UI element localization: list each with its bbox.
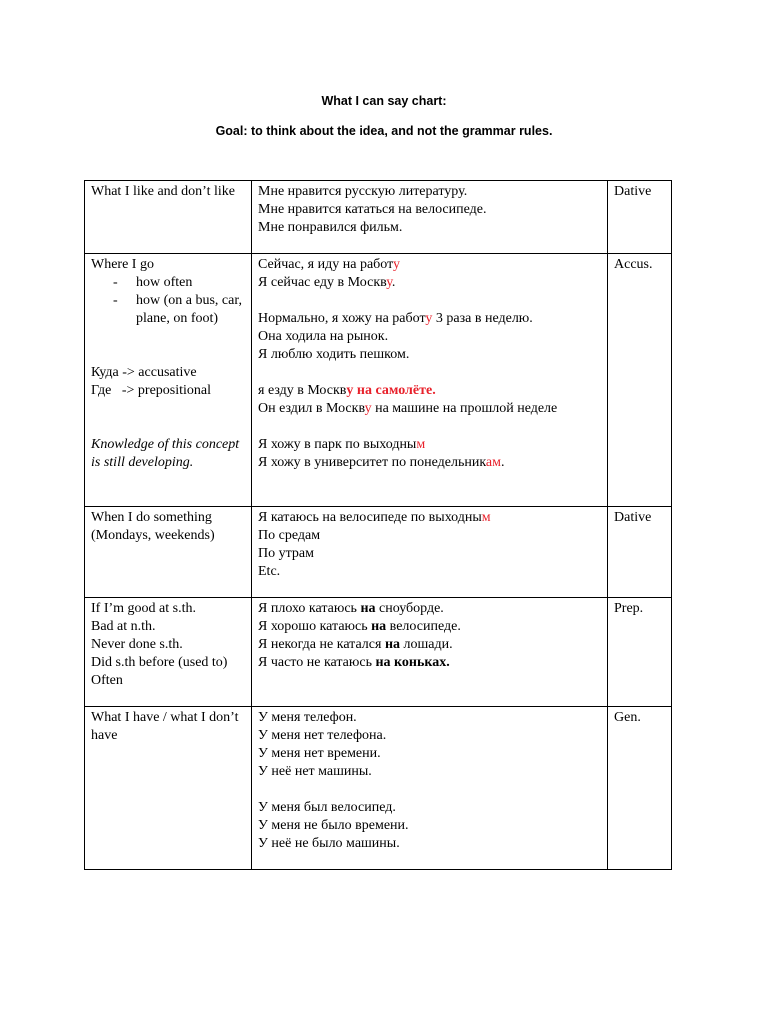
example-line: У меня нет времени. xyxy=(258,746,381,761)
example-line: Я часто не катаюсь на коньках. xyxy=(258,655,450,670)
rule-text: Куда -> accusative xyxy=(91,365,197,380)
table-row-when xyxy=(85,507,672,598)
example-line: Я хорошо катаюсь на велосипеде. xyxy=(258,619,461,634)
topic-text: What I like and don’t like xyxy=(91,184,235,199)
table-row-likes xyxy=(85,181,672,254)
topic-text: Where I go xyxy=(91,257,154,272)
topic-text: What I have / what I don’t have xyxy=(91,710,239,743)
topic-text: If I’m good at s.th. xyxy=(91,601,196,616)
example-line: Я некогда не катался на лошади. xyxy=(258,637,453,652)
case-label: Gen. xyxy=(614,710,641,725)
example-line: Я сейчас еду в Москву. xyxy=(258,275,396,290)
topic-cell xyxy=(85,707,252,870)
say-chart-table xyxy=(84,180,672,870)
example-line: У неё нет машины. xyxy=(258,764,372,779)
case-cell xyxy=(608,181,672,254)
case-cell xyxy=(608,598,672,707)
document-title: What I can say chart: xyxy=(321,94,447,108)
example-line: Мне понравился фильм. xyxy=(258,220,403,235)
example-line: Я люблю ходить пешком. xyxy=(258,347,410,362)
topic-text: Bad at n.th. xyxy=(91,619,156,634)
examples-cell xyxy=(252,507,608,598)
example-line: У меня не было времени. xyxy=(258,818,409,833)
example-line: Я хожу в университет по понедельникам. xyxy=(258,455,505,470)
example-line: У меня нет телефона. xyxy=(258,728,387,743)
example-line: Я катаюсь на велосипеде по выходным xyxy=(258,510,491,525)
case-label: Prep. xyxy=(614,601,644,616)
table-row-where-i-go xyxy=(85,254,672,507)
example-line: Она ходила на рынок. xyxy=(258,329,389,344)
example-line: По утрам xyxy=(258,546,314,561)
example-line: У неё не было машины. xyxy=(258,836,400,851)
table-row-skill xyxy=(85,598,672,707)
rule-text: Где -> prepositional xyxy=(91,383,212,398)
case-cell xyxy=(608,254,672,507)
topic-text: When I do something xyxy=(91,510,212,525)
topic-sublist xyxy=(91,274,246,328)
case-label: Dative xyxy=(614,184,652,199)
examples-cell xyxy=(252,181,608,254)
example-line: Он ездил в Москву на машине на прошлой неделе xyxy=(258,401,558,416)
topic-text: Often xyxy=(91,673,123,688)
topic-cell xyxy=(85,254,252,507)
table-row-have xyxy=(85,707,672,870)
case-label: Dative xyxy=(614,510,652,525)
case-cell xyxy=(608,707,672,870)
example-line: Нормально, я хожу на работу 3 раза в неделю. xyxy=(258,311,533,326)
examples-cell xyxy=(252,254,608,507)
example-line: У меня телефон. xyxy=(258,710,357,725)
example-line: Etc. xyxy=(258,564,281,579)
example-line: Сейчас, я иду на работу xyxy=(258,257,401,272)
list-item: - how (on a bus, car, plane, on foot) xyxy=(113,293,242,326)
topic-cell xyxy=(85,507,252,598)
example-line: Мне нравится кататься на велосипеде. xyxy=(258,202,487,217)
example-line: У меня был велосипед. xyxy=(258,800,396,815)
topic-cell xyxy=(85,598,252,707)
examples-cell xyxy=(252,707,608,870)
topic-text: Did s.th before (used to) xyxy=(91,655,228,670)
case-label: Accus. xyxy=(614,257,653,272)
topic-text: Never done s.th. xyxy=(91,637,183,652)
list-item: - how often xyxy=(113,275,193,290)
note-text: Knowledge of this concept is still developing. xyxy=(91,437,240,470)
example-line: Я плохо катаюсь на сноуборде. xyxy=(258,601,444,616)
example-line: Я хожу в парк по выходным xyxy=(258,437,426,452)
document-goal: Goal: to think about the idea, and not the grammar rules. xyxy=(215,124,553,138)
example-line: я езду в Москву на самолёте. xyxy=(258,383,436,398)
topic-cell xyxy=(85,181,252,254)
examples-cell xyxy=(252,598,608,707)
topic-text: (Mondays, weekends) xyxy=(91,528,215,543)
case-cell xyxy=(608,507,672,598)
example-line: Мне нравится русскую литературу. xyxy=(258,184,468,199)
example-line: По средам xyxy=(258,528,321,543)
